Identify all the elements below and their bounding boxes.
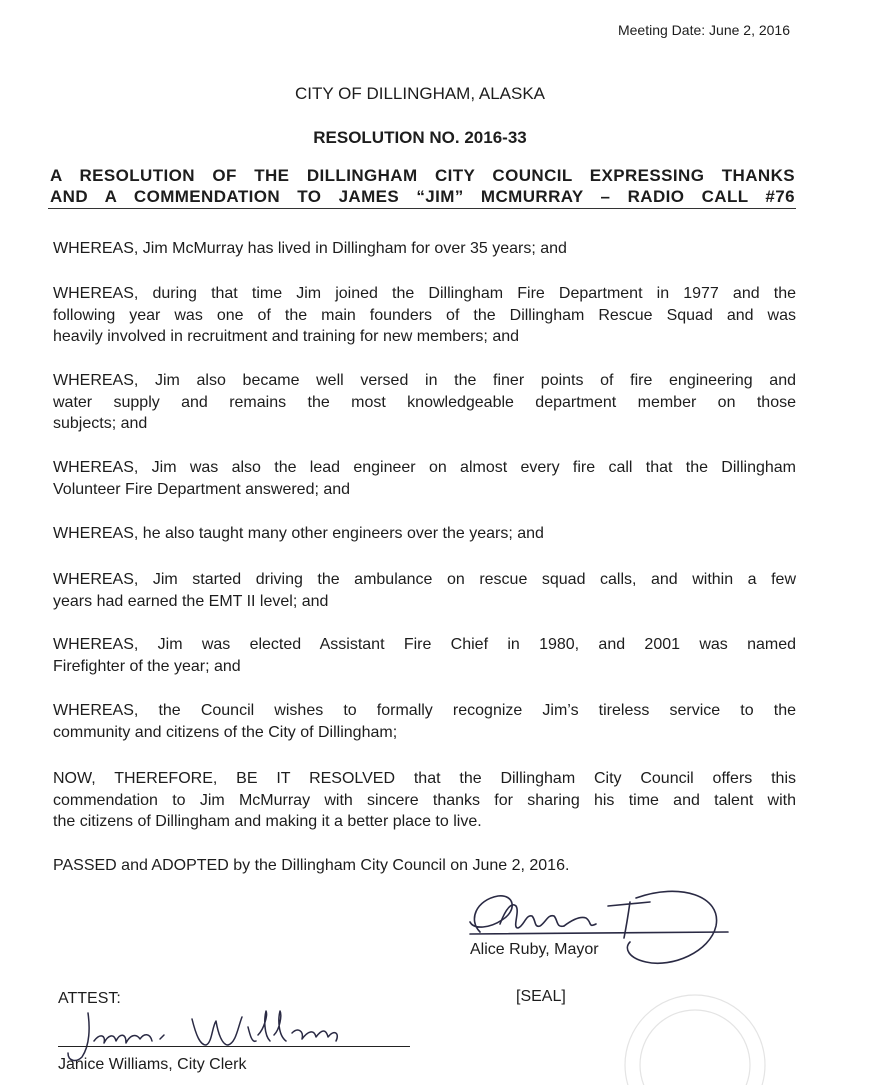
seal-label: [SEAL] xyxy=(516,988,566,1005)
resolved-paragraph xyxy=(53,768,796,833)
paragraph-line: water supply and remains the most knowledgeable department member on those xyxy=(53,393,796,411)
paragraph-line: WHEREAS, the Council wishes to formally recognize Jim’s tireless service to the xyxy=(53,702,796,719)
title-line-2: AND A COMMENDATION TO JAMES “JIM” MCMURRAY – RADIO CALL #76 xyxy=(50,187,795,206)
paragraph-line: WHEREAS, during that time Jim joined the Dillingham Fire Department in 1977 and the xyxy=(53,285,796,302)
paragraph-line: PASSED and ADOPTED by the Dillingham City Council on June 2, 2016. xyxy=(53,857,570,874)
whereas-paragraph-assistant-chief xyxy=(53,634,796,677)
whereas-paragraph-fire-department xyxy=(53,283,796,348)
embossed-seal xyxy=(590,975,800,1085)
clerk-signature-line xyxy=(58,1046,410,1047)
mayor-name-caption: Alice Ruby, Mayor xyxy=(470,941,599,958)
paragraph-line: WHEREAS, Jim McMurray has lived in Dillingham for over 35 years; and xyxy=(53,240,567,257)
paragraph-line: the citizens of Dillingham and making it a better place to live. xyxy=(53,813,482,830)
whereas-paragraph-ambulance xyxy=(53,569,796,612)
paragraph-line: subjects; and xyxy=(53,415,148,432)
paragraph-line: WHEREAS, Jim was also the lead engineer on almost every fire call that the Dillingham xyxy=(53,459,796,476)
whereas-paragraph-recognition xyxy=(53,700,796,743)
paragraph-line: Volunteer Fire Department answered; and xyxy=(53,480,351,498)
attest-label: ATTEST: xyxy=(58,990,121,1007)
clerk-name-caption: Janice Williams, City Clerk xyxy=(58,1056,247,1073)
meeting-date: Meeting Date: June 2, 2016 xyxy=(617,22,790,38)
paragraph-line: Firefighter of the year; and xyxy=(53,657,241,675)
resolution-number: RESOLUTION NO. 2016-33 xyxy=(313,128,527,147)
paragraph-line: WHEREAS, Jim also became well versed in the finer points of fire engineering and xyxy=(53,372,796,389)
city-heading: CITY OF DILLINGHAM, ALASKA xyxy=(294,84,546,103)
title-line-1: A RESOLUTION OF THE DILLINGHAM CITY COUNCIL EXPRESSING THANKS xyxy=(50,166,795,185)
paragraph-line: years had earned the EMT II level; and xyxy=(53,592,329,610)
title-underline xyxy=(48,208,796,209)
paragraph-line: WHEREAS, he also taught many other engineers over the years; and xyxy=(53,525,544,542)
paragraph-line: community and citizens of the City of Dillingham; xyxy=(53,723,398,741)
paragraph-line: WHEREAS, Jim started driving the ambulance on rescue squad calls, and within a few xyxy=(53,571,796,588)
paragraph-line: NOW, THEREFORE, BE IT RESOLVED that the Dillingham City Council offers this xyxy=(53,770,796,787)
whereas-paragraph-residence xyxy=(53,238,796,260)
paragraph-line: following year was one of the main founders of the Dillingham Rescue Squad and was xyxy=(53,306,796,324)
paragraph-line: commendation to Jim McMurray with sincere thanks for sharing his time and talent with xyxy=(53,791,796,809)
whereas-paragraph-teaching xyxy=(53,523,796,545)
whereas-paragraph-lead-engineer xyxy=(53,457,796,500)
whereas-paragraph-engineering xyxy=(53,370,796,435)
paragraph-line: heavily involved in recruitment and training for new members; and xyxy=(53,328,520,345)
paragraph-line: WHEREAS, Jim was elected Assistant Fire Chief in 1980, and 2001 was named xyxy=(53,636,796,653)
resolution-title xyxy=(50,165,795,207)
